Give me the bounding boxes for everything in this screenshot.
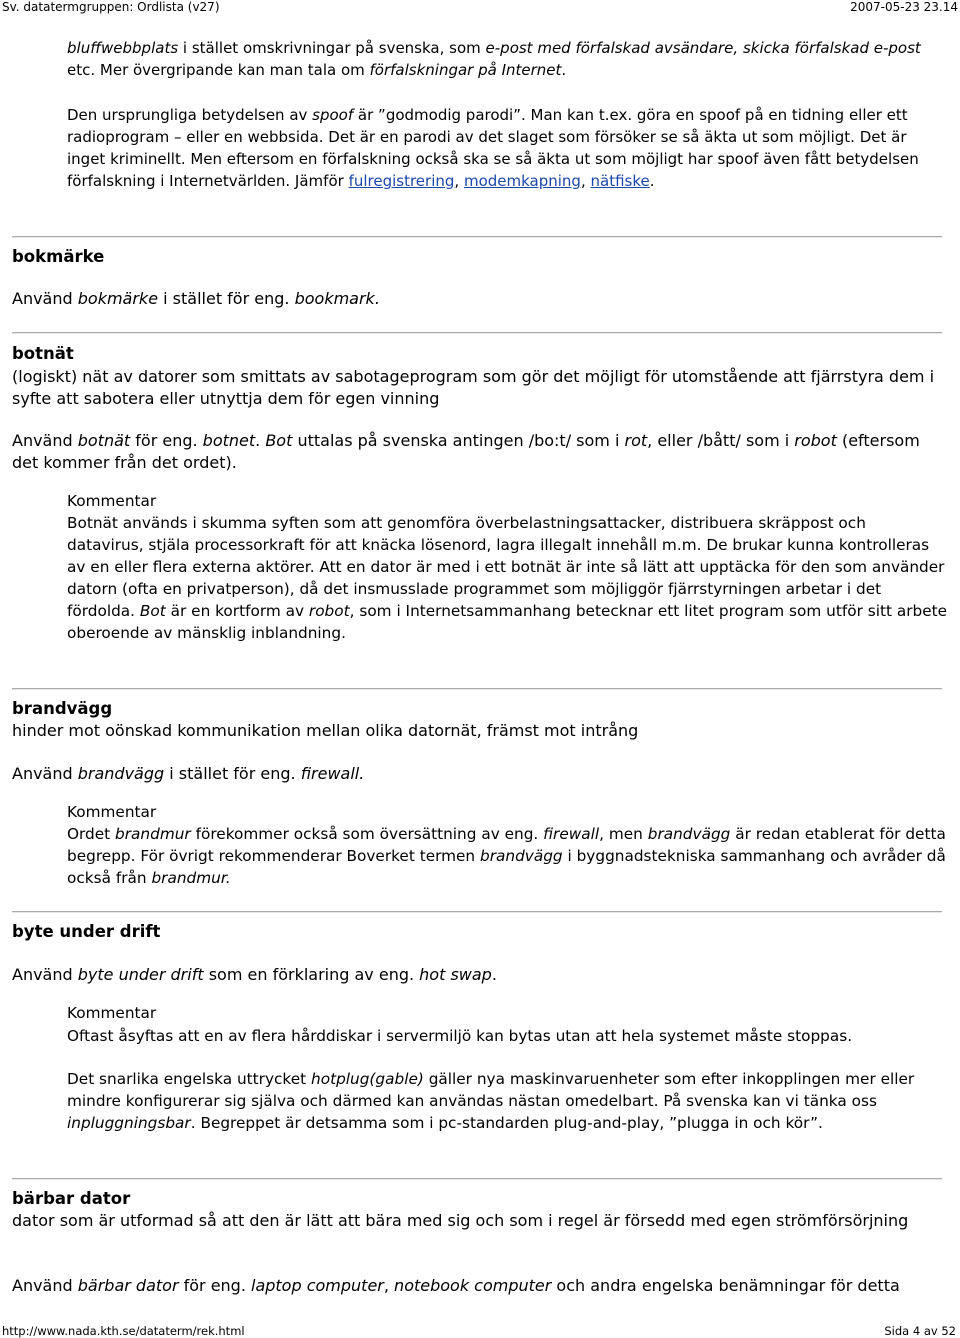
link-fulregistrering[interactable]: fulregistrering — [348, 172, 455, 190]
term-heading-botnat: botnät — [12, 344, 74, 363]
comment-label: Kommentar — [67, 803, 157, 821]
divider — [12, 332, 942, 334]
divider — [12, 688, 942, 690]
term-heading-byte-under-drift: byte under drift — [12, 922, 161, 941]
term-heading-brandvagg: brandvägg — [12, 699, 113, 718]
comment-byte-1: Oftast åsyftas att en av flera hårddiskar i servermiljö kan bytas utan att hela systemet måste stoppas. — [67, 1027, 853, 1045]
print-footer — [0, 1324, 960, 1338]
usage-brandvagg: Använd brandvägg i stället för eng. firewall. — [12, 764, 365, 783]
term-heading-barbar-dator: bärbar dator — [12, 1189, 131, 1208]
comment-brandvagg: Ordet brandmur förekommer också som översättning av eng. firewall, men brandvägg är redan etablerat för detta begrepp. För övrigt rekommenderar Boverket termen brandvägg i byggnadstekniska sammanhang och avråder då också från brandmur. — [67, 825, 946, 887]
footer-url: http://www.nada.kth.se/dataterm/rek.html — [2, 1324, 245, 1338]
comment-byte-2: Det snarlika engelska uttrycket hotplug(gable) gäller nya maskinvaruenheter som efter inkopplingen mer eller mindre konfigurerar sig själva och därmed kan användas nästan omedelbart. På svenska kan vi tänka oss inpluggningsbar. Begreppet är detsamma som i pc-standarden plug-and-play, ”plugga in och kör”. — [67, 1070, 915, 1132]
divider — [12, 236, 942, 238]
link-modemkapning[interactable]: modemkapning — [463, 172, 581, 190]
footer-page-number: Sida 4 av 52 — [884, 1324, 956, 1338]
definition-brandvagg: hinder mot oönskad kommunikation mellan olika datornät, främst mot intrång — [12, 721, 639, 740]
divider — [12, 1178, 942, 1180]
definition-botnat: (logiskt) nät av datorer som smittats av sabotageprogram som gör det möjligt för utomstående att fjärrstyra dem i syfte att sabotera eller utnyttja dem för egen vinning — [12, 367, 935, 408]
header-timestamp: 2007-05-23 23.14 — [850, 0, 958, 14]
link-natfiske[interactable]: nätfiske — [590, 172, 650, 190]
spoof-paragraph-1: bluffwebbplats i stället omskrivningar på svenska, som e-post med förfalskad avsändare, skicka förfalskad e-post etc. Mer övergripande kan man tala om förfalskningar på Internet. — [67, 39, 921, 79]
usage-barbar-dator: Använd bärbar dator för eng. laptop computer, notebook computer och andra engelska benämningar för detta — [12, 1276, 900, 1295]
comment-label: Kommentar — [67, 1004, 157, 1022]
term-heading-bokmarke: bokmärke — [12, 247, 105, 266]
usage-bokmarke: Använd bokmärke i stället för eng. bookmark. — [12, 289, 380, 308]
usage-botnat: Använd botnät för eng. botnet. Bot uttalas på svenska antingen /bo:t/ som i rot, eller /bått/ som i robot (eftersom det kommer från det ordet). — [12, 431, 920, 472]
comment-label: Kommentar — [67, 492, 157, 510]
usage-byte-under-drift: Använd byte under drift som en förklaring av eng. hot swap. — [12, 965, 497, 984]
spoof-paragraph-2: Den ursprungliga betydelsen av spoof är ”godmodig parodi”. Man kan t.ex. göra en spoof på en tidning eller ett radioprogram – eller en webbsida. Det är en parodi av det slaget som försöker se så äkta ut som möjligt. Det är inget kriminellt. Men eftersom en förfalskning också ska se så äkta ut som möjligt har spoof även fått betydelsen förfalskning i Internetvärlden. Jämför fulregistrering, modemkapning, nätfiske. — [67, 106, 919, 190]
comment-botnat: Botnät används i skumma syften som att genomföra överbelastningsattacker, distribuera skräppost och datavirus, stjäla processorkraft för att knäcka lösenord, lagra illegalt innehåll m.m. De brukar kunna kontrolleras av en eller flera externa aktörer. Att en dator är med i ett botnät är inte så lätt att upptäcka för den som använder datorn (ofta en privatperson), då det insmusslade programmet som möjliggör fjärrstyrningen arbetar i det fördolda. Bot är en kortform av robot, som i Internetsammanhang betecknar ett litet program som utför sitt arbete oberoende av mänsklig inblandning. — [67, 514, 948, 642]
definition-barbar-dator: dator som är utformad så att den är lätt att bära med sig och som i regel är försedd med egen strömförsörjning — [12, 1211, 909, 1230]
print-header — [0, 0, 960, 16]
divider — [12, 911, 942, 913]
header-title: Sv. datatermgruppen: Ordlista (v27) — [2, 0, 220, 14]
